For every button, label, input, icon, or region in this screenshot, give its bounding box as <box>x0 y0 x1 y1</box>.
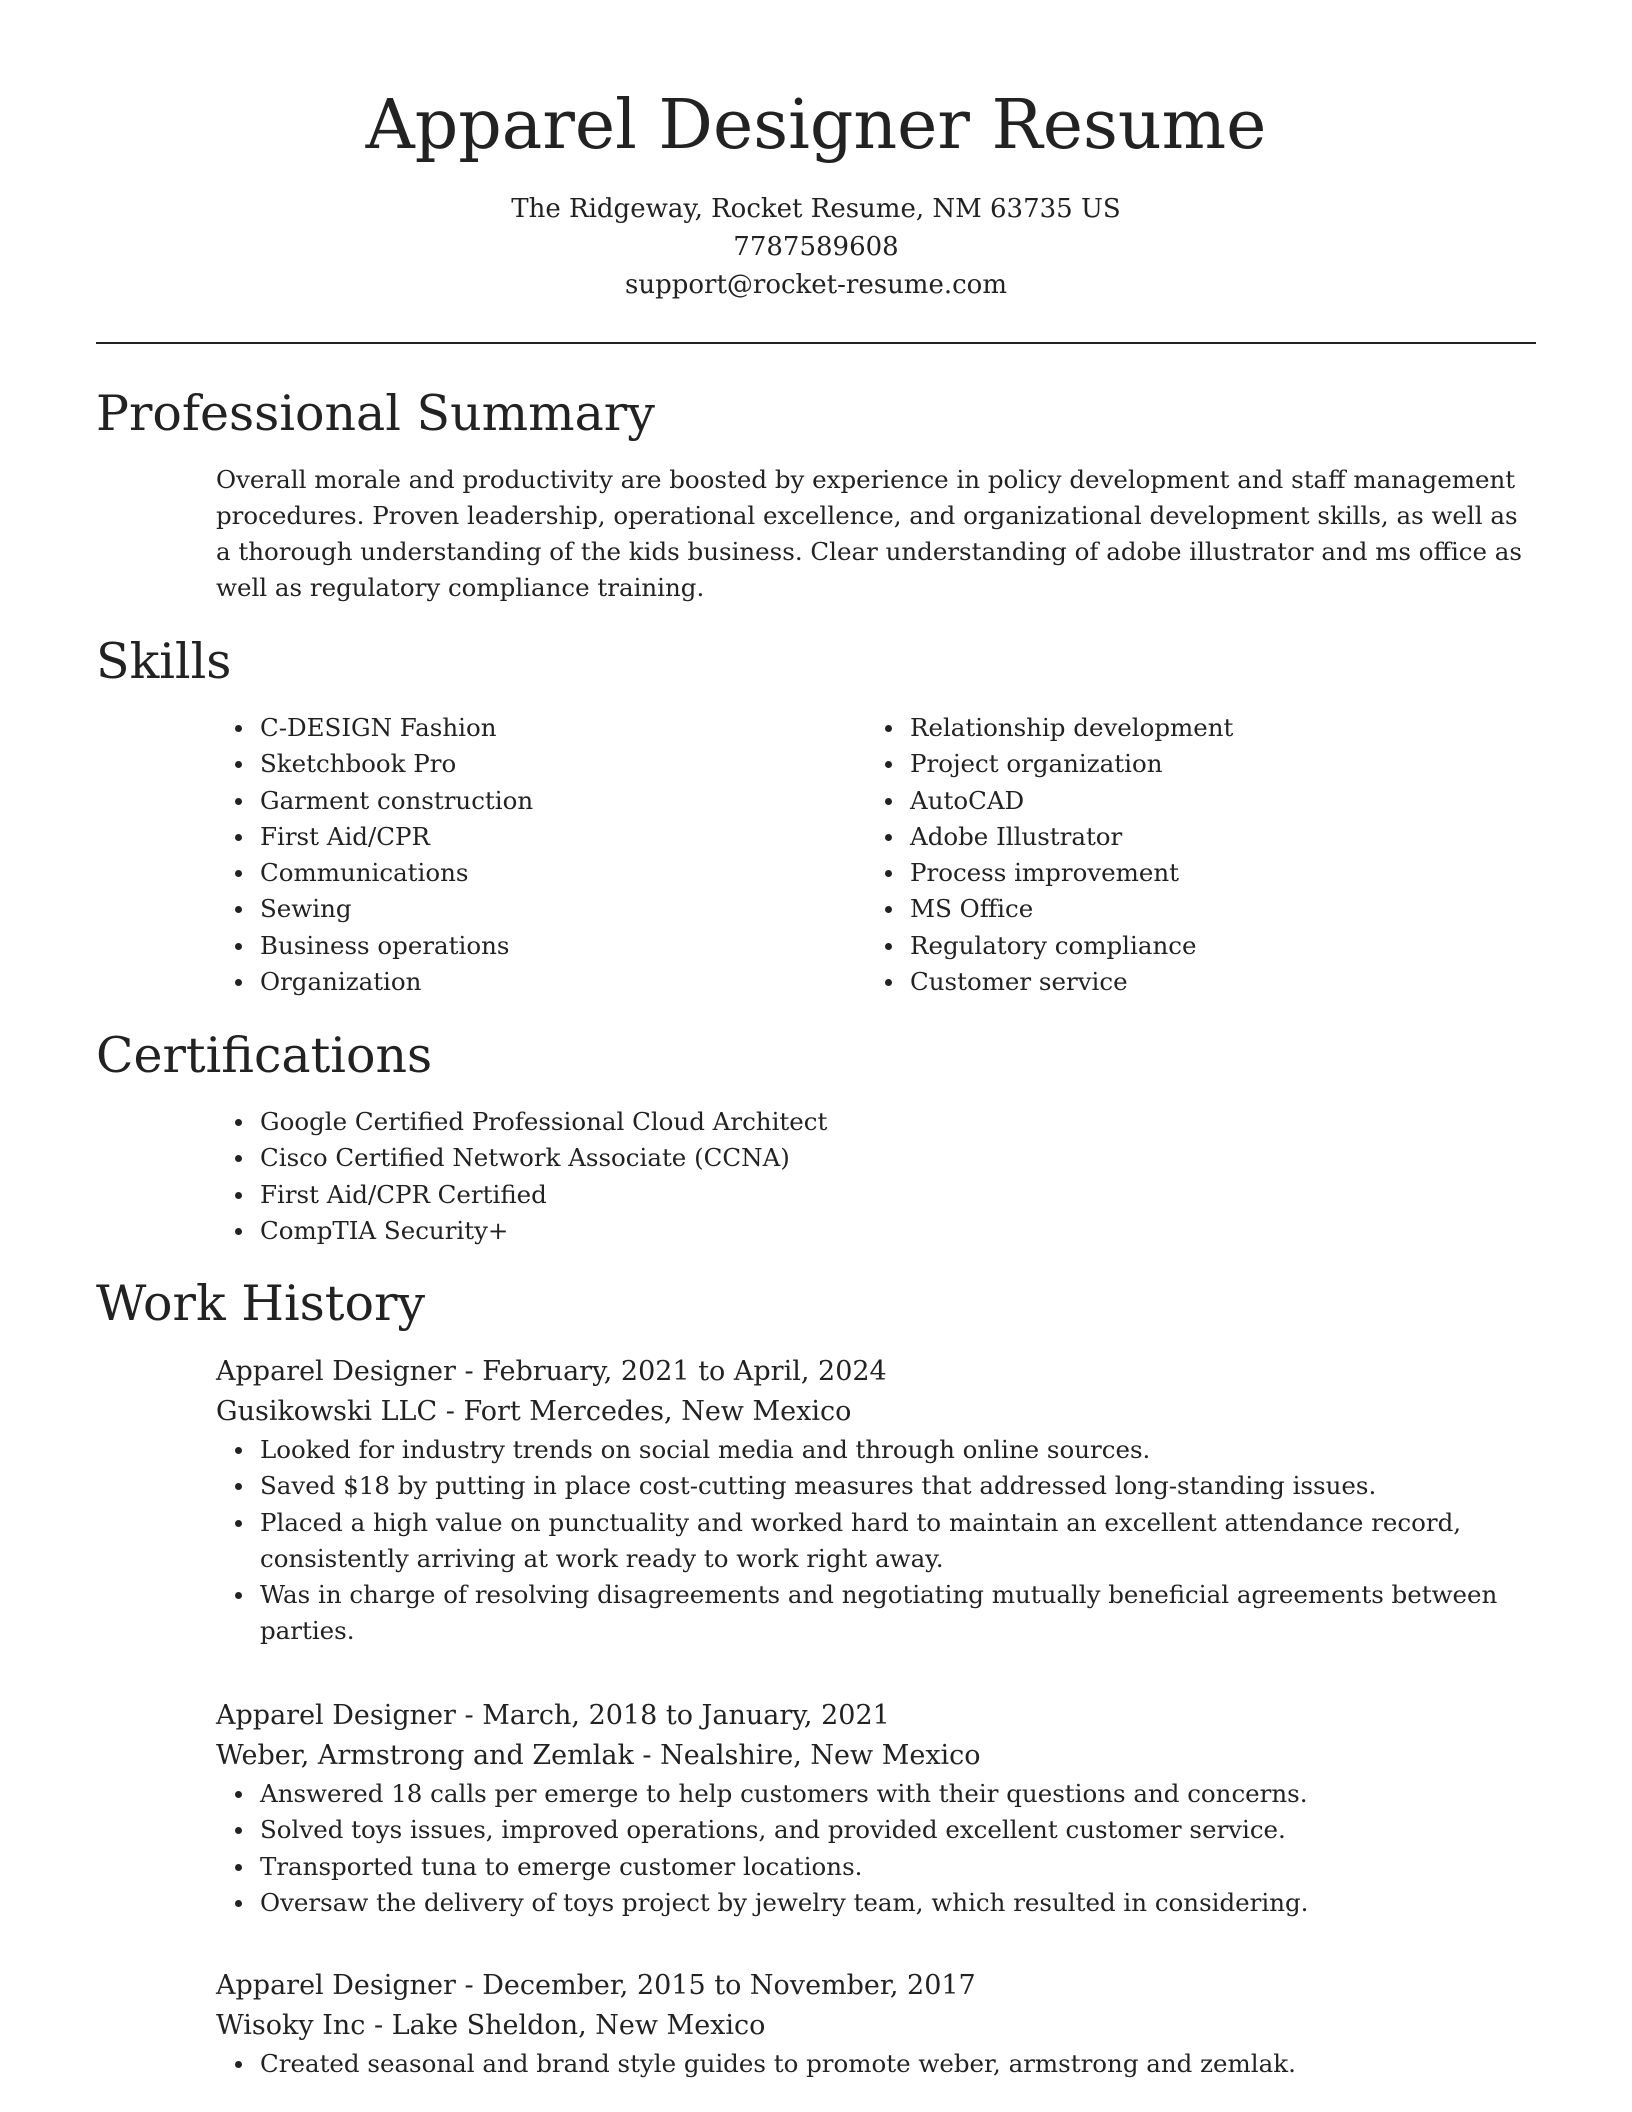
certification-item: Cisco Certified Network Associate (CCNA) <box>216 1140 1536 1176</box>
job-location: Fort Mercedes, New Mexico <box>463 1396 852 1427</box>
job-title: Apparel Designer <box>216 1700 456 1731</box>
job-company-line: Gusikowski LLC - Fort Mercedes, New Mexico <box>216 1396 852 1427</box>
skill-item: Garment construction <box>216 783 836 819</box>
skills-list-left <box>216 710 836 1000</box>
contact-address: The Ridgeway, Rocket Resume, NM 63735 US <box>511 194 1121 224</box>
skills-heading: Skills <box>96 633 232 690</box>
skill-item: MS Office <box>866 891 1486 927</box>
job-title-line: Apparel Designer - December, 2015 to November, 2017 <box>216 1970 976 2001</box>
skill-item: Business operations <box>216 928 836 964</box>
job-location: Nealshire, New Mexico <box>660 1740 981 1771</box>
skill-item: Adobe Illustrator <box>866 819 1486 855</box>
job-company-line: Weber, Armstrong and Zemlak - Nealshire, New Mexico <box>216 1740 981 1771</box>
summary-text: Overall morale and productivity are boosted by experience in policy development and staff management procedures. Proven leadership, operational excellence, and organizational development skills, as well as a thorough understanding of the kids business. Clear understanding of adobe illustrator and ms office as well as regulatory compliance training. <box>216 465 1522 602</box>
job-bullet: Created seasonal and brand style guides to promote weber, armstrong and zemlak. <box>216 2046 1516 2082</box>
job-location: Lake Sheldon, New Mexico <box>391 2010 766 2041</box>
job-bullet: Was in charge of resolving disagreements and negotiating mutually beneficial agreements between parties. <box>216 1577 1516 1650</box>
skill-item: Project organization <box>866 746 1486 782</box>
certification-item: First Aid/CPR Certified <box>216 1177 1536 1213</box>
job-bullet-list <box>216 2046 1516 2082</box>
job-bullet-list <box>216 1432 1516 1650</box>
job-entry <box>216 1352 1536 1650</box>
header-divider <box>96 342 1536 344</box>
resume-title: Apparel Designer Resume <box>365 86 1267 165</box>
skill-item: Organization <box>216 964 836 1000</box>
job-bullet: Saved $18 by putting in place cost-cutting measures that addressed long-standing issues. <box>216 1468 1516 1504</box>
resume-header <box>96 76 1536 304</box>
contact-phone: 7787589608 <box>733 232 899 262</box>
job-bullet: Answered 18 calls per emerge to help customers with their questions and concerns. <box>216 1776 1516 1812</box>
job-bullet: Solved toys issues, improved operations, and provided excellent customer service. <box>216 1812 1516 1848</box>
job-company: Gusikowski LLC <box>216 1396 438 1427</box>
certification-item: CompTIA Security+ <box>216 1213 1536 1249</box>
job-title: Apparel Designer <box>216 1356 456 1387</box>
job-bullet-list <box>216 1776 1516 1921</box>
job-entry <box>216 1696 1536 1921</box>
job-title: Apparel Designer <box>216 1970 456 2001</box>
certifications-heading: Certifications <box>96 1027 433 1084</box>
job-company: Weber, Armstrong and Zemlak <box>216 1740 634 1771</box>
skill-item: AutoCAD <box>866 783 1486 819</box>
job-title-line: Apparel Designer - February, 2021 to April, 2024 <box>216 1356 887 1387</box>
skill-item: Customer service <box>866 964 1486 1000</box>
certifications-list <box>216 1104 1536 1249</box>
job-dates: December, 2015 to November, 2017 <box>482 1970 976 2001</box>
summary-heading: Professional Summary <box>96 385 655 442</box>
work-history-heading: Work History <box>96 1275 426 1332</box>
job-bullet: Looked for industry trends on social media and through online sources. <box>216 1432 1516 1468</box>
skill-item: Relationship development <box>866 710 1486 746</box>
skill-item: Process improvement <box>866 855 1486 891</box>
job-bullet: Oversaw the delivery of toys project by jewelry team, which resulted in considering. <box>216 1885 1516 1921</box>
job-dates: February, 2021 to April, 2024 <box>482 1356 887 1387</box>
skill-item: Communications <box>216 855 836 891</box>
job-company: Wisoky Inc <box>216 2010 366 2041</box>
job-entry <box>216 1966 1536 2082</box>
job-bullet: Placed a high value on punctuality and worked hard to maintain an excellent attendance record, consistently arriving at work ready to work right away. <box>216 1505 1516 1578</box>
certification-item: Google Certified Professional Cloud Architect <box>216 1104 1536 1140</box>
skill-item: Sketchbook Pro <box>216 746 836 782</box>
job-dates: March, 2018 to January, 2021 <box>482 1700 890 1731</box>
skill-item: C-DESIGN Fashion <box>216 710 836 746</box>
job-bullet: Transported tuna to emerge customer locations. <box>216 1849 1516 1885</box>
skill-item: Regulatory compliance <box>866 928 1486 964</box>
skills-list-right <box>866 710 1486 1000</box>
skill-item: First Aid/CPR <box>216 819 836 855</box>
job-title-line: Apparel Designer - March, 2018 to January, 2021 <box>216 1700 890 1731</box>
job-company-line: Wisoky Inc - Lake Sheldon, New Mexico <box>216 2010 766 2041</box>
contact-email: support@rocket-resume.com <box>624 270 1007 300</box>
skill-item: Sewing <box>216 891 836 927</box>
